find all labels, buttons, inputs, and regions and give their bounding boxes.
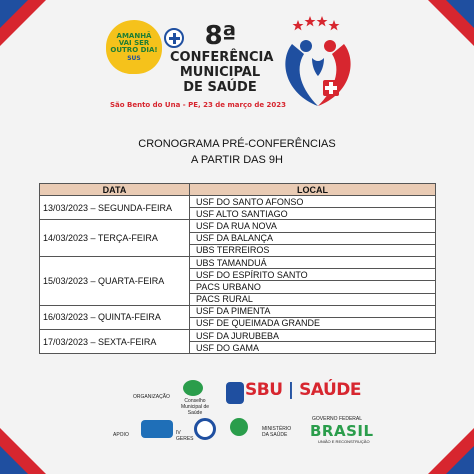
corner-ribbon-bottom-right-blue	[446, 446, 474, 474]
apoio-logo-1	[141, 420, 173, 438]
table-row	[40, 196, 436, 208]
conference-title	[170, 21, 274, 95]
corner-ribbon-top-right-blue	[446, 0, 474, 28]
corner-ribbon-bottom-left-blue	[0, 446, 28, 474]
brasil-sub-label: UNIÃO E RECONSTRUÇÃO	[318, 439, 370, 444]
column-header-data: DATA	[40, 184, 190, 196]
heart-people-emblem-icon	[272, 14, 364, 112]
amanha-badge-logo	[106, 20, 162, 74]
brasil-text: BRASIL	[310, 422, 374, 440]
badge-line-2: VAI SER	[118, 38, 150, 47]
saude-text: SAÚDE	[299, 380, 361, 400]
date-cell: 16/03/2023 – QUINTA-FEIRA	[40, 305, 190, 329]
sbu-saude-logo: SBU | SAÚDE	[245, 380, 361, 400]
location-cell: USF DO SANTO AFONSO	[190, 196, 436, 208]
schedule-title: CRONOGRAMA PRÉ-CONFERÊNCIAS	[138, 138, 336, 150]
location-cell: USF DO GAMA	[190, 342, 436, 354]
conference-number: 8ª	[204, 21, 236, 51]
schedule-subtitle: A PARTIR DAS 9H	[191, 154, 283, 166]
sbu-text: SBU	[245, 380, 283, 400]
sbu-coat-of-arms	[226, 382, 244, 404]
date-cell: 17/03/2023 – SEXTA-FEIRA	[40, 330, 190, 354]
brasil-wordmark	[310, 422, 374, 440]
location-cell: UBS TAMANDUÁ	[190, 256, 436, 268]
conference-line-2: MUNICIPAL DE SAÚDE	[179, 65, 261, 95]
schedule-table	[39, 183, 436, 354]
table-row	[40, 220, 436, 232]
corner-ribbon-top-left-blue	[0, 0, 28, 28]
location-cell: USF DO ESPÍRITO SANTO	[190, 269, 436, 281]
ministerio-label: MINISTÉRIO DA SAÚDE	[262, 426, 292, 438]
location-cell: USF DE QUEIMADA GRANDE	[190, 317, 436, 329]
location-cell: USF DA BALANÇA	[190, 232, 436, 244]
location-cell: PACS URBANO	[190, 281, 436, 293]
location-cell: USF ALTO SANTIAGO	[190, 208, 436, 220]
conference-line-1: CONFERÊNCIA	[170, 50, 274, 65]
star-icon	[293, 16, 340, 30]
location-cell: USF DA JURUBEBA	[190, 330, 436, 342]
table-header-row	[40, 184, 436, 196]
organizacao-label: ORGANIZAÇÃO	[133, 394, 170, 400]
table-row	[40, 305, 436, 317]
location-cell: UBS TERREIROS	[190, 244, 436, 256]
date-cell: 15/03/2023 – QUARTA-FEIRA	[40, 256, 190, 305]
badge-line-1: AMANHÃ	[116, 31, 152, 40]
cosems-logo	[194, 418, 216, 440]
location-cell: USF DA PIMENTA	[190, 305, 436, 317]
conselho-label: Conselho Municipal de Saúde	[180, 398, 210, 416]
badge-sus: SUS	[127, 54, 141, 62]
date-cell: 14/03/2023 – TERÇA-FEIRA	[40, 220, 190, 257]
column-header-local: LOCAL	[190, 184, 436, 196]
conselho-estadual-logo	[230, 418, 248, 436]
conference-place-date: São Bento do Una - PE, 23 de março de 2023	[110, 101, 287, 109]
badge-line-3: OUTRO DIA!	[110, 45, 158, 54]
conselho-logo	[183, 380, 203, 396]
governo-label: GOVERNO FEDERAL	[312, 416, 363, 422]
table-row	[40, 256, 436, 268]
medical-cross-icon	[323, 80, 339, 96]
apoio-label: APOIO	[113, 432, 129, 438]
schedule-heading	[100, 136, 374, 168]
table-row	[40, 330, 436, 342]
location-cell: PACS RURAL	[190, 293, 436, 305]
date-cell: 13/03/2023 – SEGUNDA-FEIRA	[40, 196, 190, 220]
location-cell: USF DA RUA NOVA	[190, 220, 436, 232]
geres-label: IV GERES	[176, 430, 194, 442]
